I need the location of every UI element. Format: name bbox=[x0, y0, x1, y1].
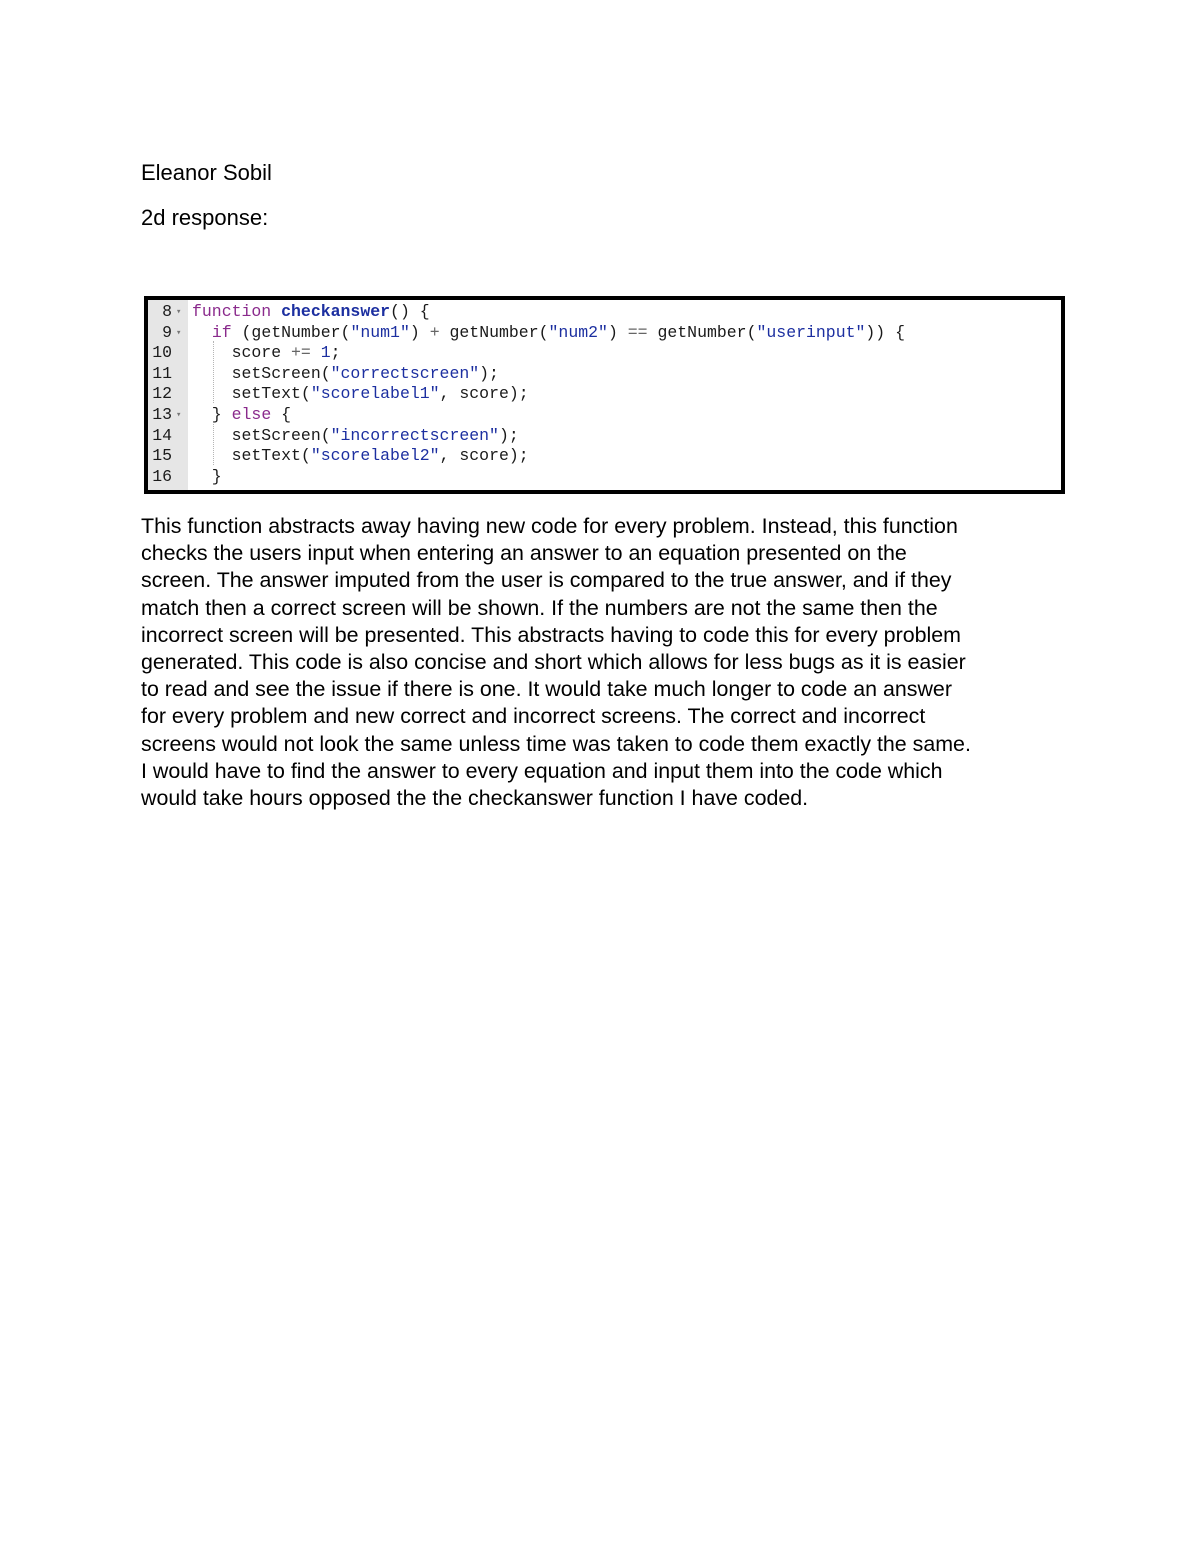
paragraph-line: screens would not look the same unless time was taken to code them exactly the same. bbox=[141, 731, 971, 756]
code-token: score bbox=[192, 343, 292, 363]
code-token bbox=[311, 343, 321, 362]
paragraph-line: screen. The answer imputed from the user is compared to the true answer, and if they bbox=[141, 568, 952, 593]
code-token: "incorrectscreen" bbox=[330, 425, 499, 445]
line-number: 9 bbox=[162, 322, 172, 342]
code-line bbox=[148, 405, 1061, 426]
code-token: function bbox=[192, 302, 272, 321]
code-token: )) { bbox=[865, 322, 906, 342]
code-token: += bbox=[291, 343, 311, 363]
code-token: , score); bbox=[439, 446, 529, 466]
code-token: "scorelabel1" bbox=[310, 384, 440, 404]
line-number: 15 bbox=[152, 446, 172, 466]
code-line bbox=[148, 323, 1061, 344]
code-token: setText( bbox=[192, 446, 311, 466]
code-token: 1 bbox=[320, 343, 331, 363]
line-number: 16 bbox=[152, 466, 172, 486]
code-line bbox=[148, 446, 1061, 467]
code-screenshot bbox=[144, 296, 1065, 494]
response-heading: 2d response: bbox=[141, 205, 269, 230]
code-token: + bbox=[429, 322, 440, 342]
fold-arrow-icon[interactable]: ▾ bbox=[176, 307, 182, 317]
code-token bbox=[192, 323, 212, 342]
line-number: 12 bbox=[152, 384, 172, 404]
code-token: , score); bbox=[439, 384, 529, 404]
line-number: 14 bbox=[152, 425, 172, 445]
code-token: ); bbox=[498, 425, 519, 445]
fold-arrow-icon[interactable]: ▾ bbox=[176, 327, 182, 338]
paragraph-line: This function abstracts away having new code for every problem. Instead, this function bbox=[141, 514, 958, 538]
code-text bbox=[192, 467, 222, 488]
line-number: 13 bbox=[152, 405, 172, 424]
code-token: getNumber( bbox=[647, 322, 757, 342]
code-token: setText( bbox=[192, 384, 311, 404]
code-token: { bbox=[271, 405, 292, 424]
code-token: () { bbox=[390, 302, 430, 321]
code-token: (getNumber( bbox=[231, 322, 351, 342]
code-token: ) bbox=[409, 322, 430, 342]
code-text bbox=[192, 384, 529, 405]
code-token: getNumber( bbox=[439, 322, 549, 342]
code-line bbox=[148, 302, 1061, 323]
author-name: Eleanor Sobil bbox=[141, 160, 272, 185]
line-number: 8 bbox=[162, 302, 172, 321]
code-token: setScreen( bbox=[192, 363, 331, 383]
line-number: 10 bbox=[152, 343, 172, 363]
code-text bbox=[192, 405, 291, 426]
code-line bbox=[148, 343, 1061, 364]
paragraph-line: generated. This code is also concise and short which allows for less bugs as it is easier bbox=[141, 650, 966, 675]
explanation-paragraph bbox=[141, 513, 1071, 812]
code-token: ); bbox=[479, 363, 499, 383]
code-token: "num2" bbox=[548, 322, 608, 342]
code-line bbox=[148, 426, 1061, 447]
code-text bbox=[192, 302, 430, 323]
code-token: setScreen( bbox=[192, 425, 331, 445]
code-token: ) bbox=[607, 322, 628, 342]
code-token: "correctscreen" bbox=[330, 363, 480, 383]
code-text bbox=[192, 446, 529, 467]
code-line bbox=[148, 467, 1061, 488]
code-token: ; bbox=[330, 343, 341, 363]
line-number: 11 bbox=[152, 363, 172, 383]
paragraph-line: would take hours opposed the the checkanswer function I have coded. bbox=[141, 786, 809, 811]
paragraph-line: match then a correct screen will be shown. If the numbers are not the same then the bbox=[141, 595, 938, 620]
code-text bbox=[192, 426, 519, 447]
paragraph-line: checks the users input when entering an answer to an equation presented on the bbox=[141, 541, 907, 566]
code-line bbox=[148, 384, 1061, 405]
paragraph-line: to read and see the issue if there is one. It would take much longer to code an answer bbox=[141, 677, 952, 702]
code-token: if bbox=[211, 322, 232, 342]
code-text bbox=[192, 323, 905, 344]
code-text bbox=[192, 343, 341, 364]
code-token: "userinput" bbox=[756, 322, 866, 342]
paragraph-line: I would have to find the answer to every equation and input them into the code which bbox=[141, 758, 943, 783]
code-text bbox=[192, 364, 499, 385]
code-token: == bbox=[627, 322, 648, 342]
code-token: else bbox=[231, 405, 272, 424]
code-token: checkanswer bbox=[281, 302, 391, 321]
fold-arrow-icon[interactable]: ▾ bbox=[176, 410, 182, 420]
code-token bbox=[271, 302, 281, 321]
code-token: "num1" bbox=[350, 322, 410, 342]
code-token: } bbox=[192, 466, 222, 486]
code-line bbox=[148, 364, 1061, 385]
code-token: } bbox=[192, 405, 232, 424]
code-token: "scorelabel2" bbox=[310, 446, 440, 466]
paragraph-line: incorrect screen will be presented. This abstracts having to code this for every problem bbox=[141, 622, 961, 647]
paragraph-line: for every problem and new correct and incorrect screens. The correct and incorrect bbox=[141, 704, 926, 729]
